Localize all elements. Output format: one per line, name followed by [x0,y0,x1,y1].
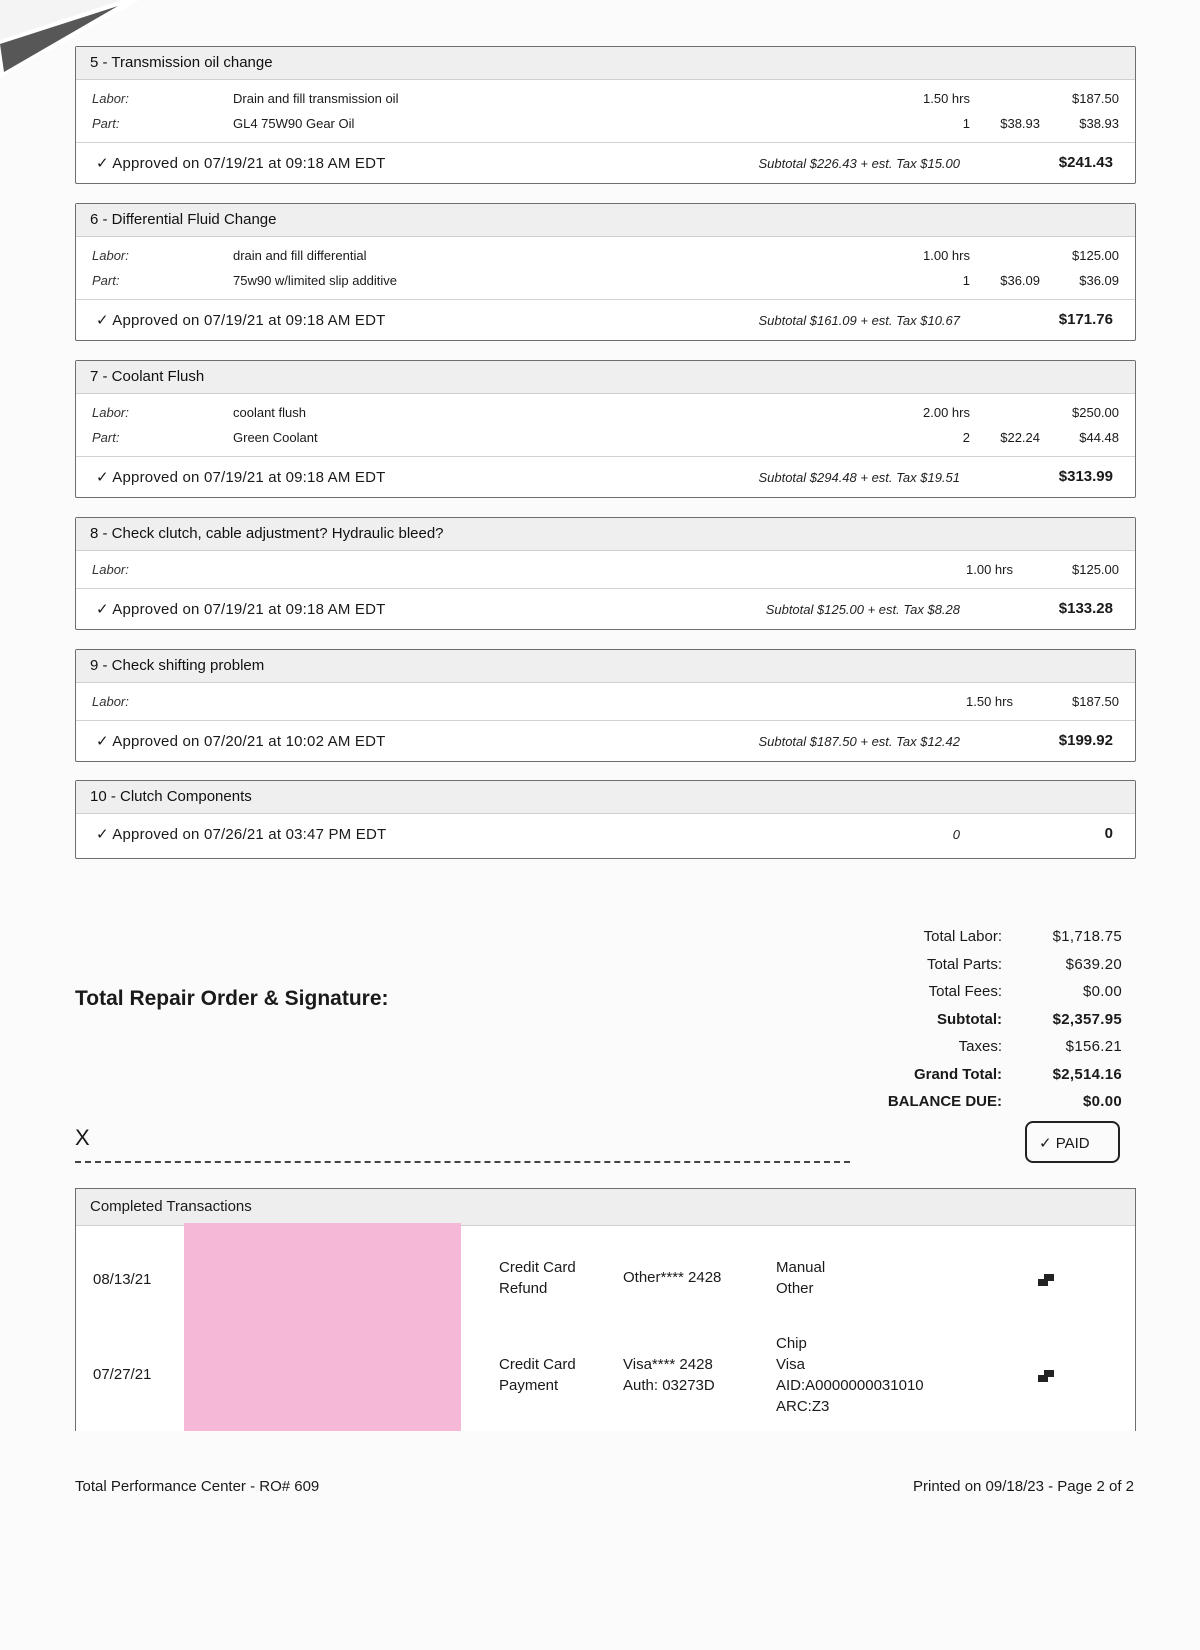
footer-shop-ro: Total Performance Center - RO# 609 [75,1478,320,1495]
approval-status: ✓ Approved on 07/19/21 at 09:18 AM EDT [96,469,386,486]
job-card [75,649,1136,762]
transaction-method-line: ARC:Z3 [776,1398,830,1415]
line-type: Labor: [92,405,129,420]
job-lines [76,551,1135,589]
line-amount: $250.00 [1072,405,1119,420]
total-label: Taxes: [958,1038,1002,1055]
line-quantity: 1.50 hrs [923,91,970,106]
job-total: $313.99 [1058,468,1113,485]
transaction-row [76,1333,1135,1421]
total-labor-row [830,928,1130,956]
totals-summary [830,928,1130,1121]
total-value: $639.20 [1065,955,1122,973]
job-line-labor [76,243,1135,268]
line-description: Drain and fill transmission oil [233,91,399,106]
transaction-date: 07/27/21 [93,1366,152,1383]
job-subtotal: Subtotal $161.09 + est. Tax $10.67 [758,313,960,328]
line-amount: $36.09 [1079,273,1119,288]
total-fees-row [830,983,1130,1011]
job-title: 6 - Differential Fluid Change [76,204,1135,237]
transaction-method-line: AID:A0000000031010 [776,1377,924,1394]
line-amount: $125.00 [1072,562,1119,577]
job-approval-row [76,814,1135,858]
transaction-method-line: Other [776,1280,814,1297]
subtotal-row [830,1011,1130,1039]
line-type: Labor: [92,248,129,263]
job-line-part [76,268,1135,293]
job-approval-row [76,300,1135,340]
job-subtotal: Subtotal $125.00 + est. Tax $8.28 [765,602,960,617]
job-subtotal: Subtotal $226.43 + est. Tax $15.00 [758,156,960,171]
job-lines [76,683,1135,721]
line-type: Part: [92,430,120,445]
balance-due-row [830,1093,1130,1121]
line-amount: $187.50 [1072,694,1119,709]
line-description: 75w90 w/limited slip additive [233,273,398,288]
transaction-date: 08/13/21 [93,1271,152,1288]
transaction-card: Other**** 2428 [623,1269,722,1286]
job-total: $199.92 [1058,732,1113,749]
line-amount: $125.00 [1072,248,1119,263]
line-type: Labor: [92,91,129,106]
total-label: Grand Total: [913,1065,1002,1083]
line-amount: $38.93 [1079,116,1119,131]
transaction-type-line: Refund [499,1280,548,1297]
line-amount: $187.50 [1072,91,1119,106]
job-title: 9 - Check shifting problem [76,650,1135,683]
job-approval-row [76,721,1135,761]
total-value: $0.00 [1082,1093,1122,1110]
job-line-labor [76,557,1135,582]
transaction-type-line: Credit Card [499,1356,576,1373]
signature-mark: X [75,1125,90,1150]
line-quantity: 2.00 hrs [923,405,970,420]
line-quantity: 1.50 hrs [966,694,1013,709]
transaction-method-line: Manual [776,1259,826,1276]
line-quantity: 2 [962,430,970,445]
approval-status: ✓ Approved on 07/19/21 at 09:18 AM EDT [96,312,386,329]
job-total: 0 [1104,825,1113,842]
job-card [75,203,1136,341]
line-type: Part: [92,273,120,288]
total-parts-row [830,956,1130,984]
job-card [75,360,1136,498]
job-lines [76,237,1135,300]
job-title: 8 - Check clutch, cable adjustment? Hydraulic bleed? [76,518,1135,551]
grand-total-row [830,1066,1130,1094]
approval-status: ✓ Approved on 07/26/21 at 03:47 PM EDT [96,826,387,843]
line-unit-price: $36.09 [1000,273,1040,288]
job-approval-row [76,457,1135,497]
job-total: $171.76 [1058,311,1113,328]
line-description: drain and fill differential [233,248,367,263]
job-total: $241.43 [1058,154,1113,171]
line-quantity: 1 [962,273,970,288]
total-value: $2,357.95 [1052,1010,1122,1028]
footer-printed: Printed on 09/18/23 - Page 2 of 2 [913,1478,1134,1495]
job-line-part [76,425,1135,450]
job-line-labor [76,689,1135,714]
taxes-row [830,1038,1130,1066]
line-type: Labor: [92,562,129,577]
job-line-part [76,111,1135,136]
line-type: Part: [92,116,120,131]
line-type: Labor: [92,694,129,709]
signature-line [75,1161,850,1163]
line-quantity: 1.00 hrs [966,562,1013,577]
total-label: Subtotal: [937,1010,1002,1028]
job-total: $133.28 [1058,600,1113,617]
transactions-title: Completed Transactions [76,1189,1135,1226]
approval-status: ✓ Approved on 07/19/21 at 09:18 AM EDT [96,601,386,618]
card-chip-icon[interactable] [1038,1367,1054,1388]
line-description: GL4 75W90 Gear Oil [233,116,355,131]
card-chip-icon[interactable] [1038,1271,1054,1292]
job-card [75,517,1136,630]
transaction-method-line: Chip [776,1335,807,1352]
job-approval-row [76,143,1135,183]
line-quantity: 1.00 hrs [923,248,970,263]
transaction-type-line: Credit Card [499,1259,576,1276]
transaction-row [76,1257,1135,1307]
job-subtotal: Subtotal $294.48 + est. Tax $19.51 [758,470,960,485]
transaction-method-line: Visa [776,1356,805,1373]
job-subtotal: Subtotal $187.50 + est. Tax $12.42 [758,734,960,749]
line-quantity: 1 [962,116,970,131]
job-line-labor [76,400,1135,425]
line-description: coolant flush [233,405,306,420]
job-card [75,46,1136,184]
total-value: $156.21 [1065,1038,1122,1055]
total-value: $1,718.75 [1052,928,1122,945]
line-unit-price: $38.93 [1000,116,1040,131]
job-card [75,780,1136,859]
transaction-card: Visa**** 2428 [623,1356,713,1373]
total-value: $2,514.16 [1052,1065,1122,1083]
job-title: 7 - Coolant Flush [76,361,1135,394]
job-subtotal: 0 [952,827,960,842]
signature-title: Total Repair Order & Signature: [75,987,389,1010]
job-lines [76,394,1135,457]
job-approval-row [76,589,1135,629]
total-value: $0.00 [1082,983,1122,1000]
approval-status: ✓ Approved on 07/19/21 at 09:18 AM EDT [96,155,386,172]
line-amount: $44.48 [1079,430,1119,445]
job-lines [76,80,1135,143]
line-unit-price: $22.24 [1000,430,1040,445]
line-description: Green Coolant [233,430,318,445]
transaction-auth: Auth: 03273D [623,1377,715,1394]
total-label: Total Labor: [923,928,1002,945]
job-title: 5 - Transmission oil change [76,47,1135,80]
paid-badge: ✓ PAID [1025,1121,1120,1163]
job-line-labor [76,86,1135,111]
approval-status: ✓ Approved on 07/20/21 at 10:02 AM EDT [96,733,386,750]
total-label: Total Parts: [926,955,1002,973]
transaction-type-line: Payment [499,1377,559,1394]
total-label: BALANCE DUE: [887,1093,1002,1110]
completed-transactions-panel [75,1188,1136,1431]
total-label: Total Fees: [928,983,1002,1000]
job-title: 10 - Clutch Components [76,781,1135,814]
